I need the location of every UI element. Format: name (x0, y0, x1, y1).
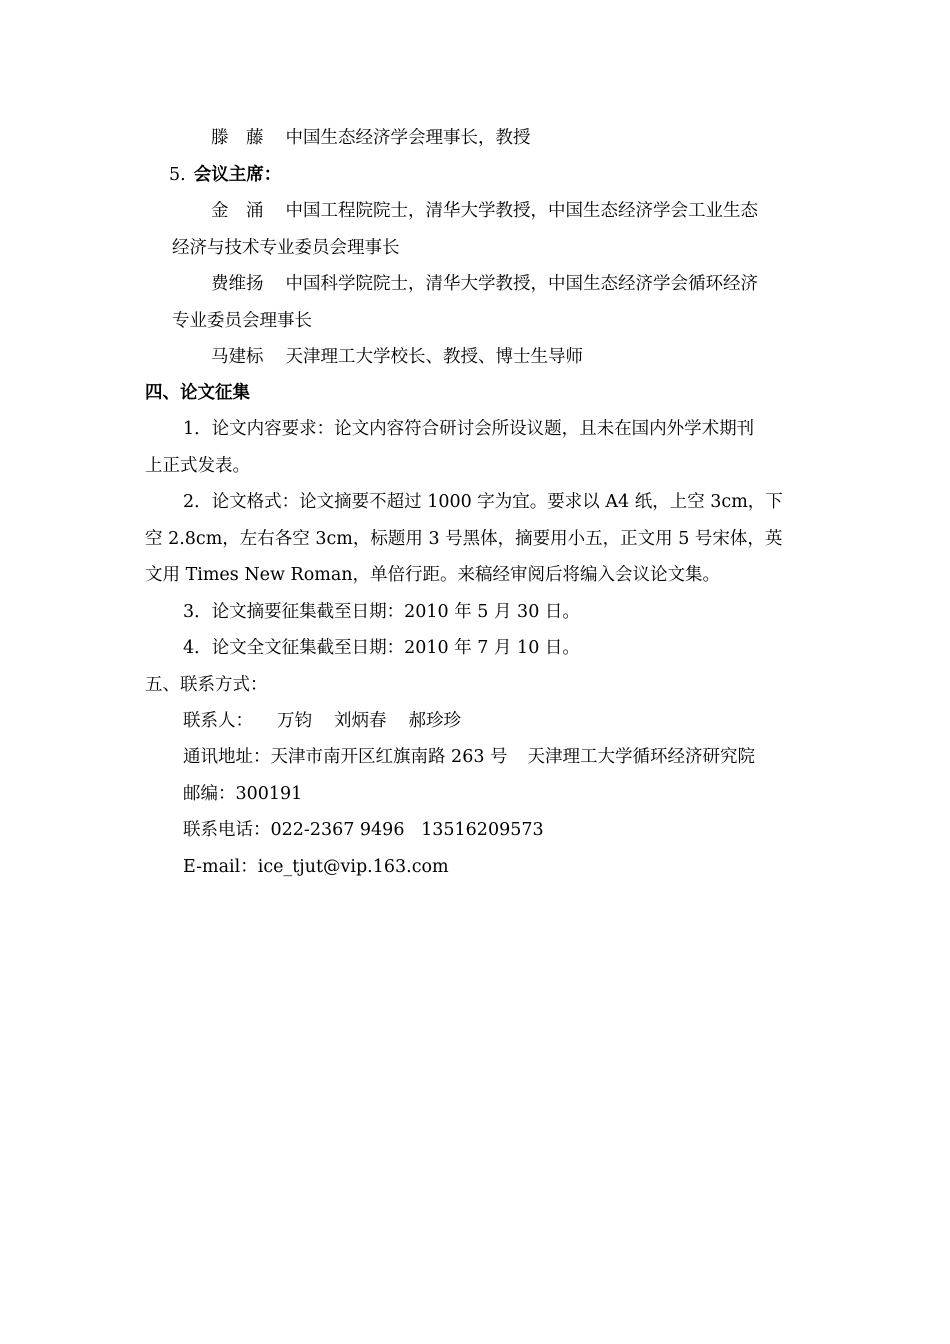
papers-item3: 3．论文摘要征集截至日期：2010 年 5 月 30 日。 (183, 602, 580, 622)
person: 万钧 (277, 711, 312, 731)
contact-phone: 联系电话：022-2367 9496 13516209573 (183, 820, 544, 840)
papers-item1-line2: 上正式发表。 (145, 456, 250, 476)
chair-fei-line1 (211, 273, 758, 295)
papers-item2-line1: 2．论文格式：论文摘要不超过 1000 字为宜。要求以 A4 纸，上空 3cm，下 (183, 492, 783, 512)
member-teng (211, 127, 531, 149)
chair-title: 天津理工大学校长、教授、博士生导师 (285, 347, 583, 367)
papers-item4: 4．论文全文征集截至日期：2010 年 7 月 10 日。 (183, 638, 580, 658)
papers-item2-line3: 文用 Times New Roman，单倍行距。来稿经审阅后将编入会议论文集。 (145, 565, 721, 585)
chair-jin-line1 (211, 200, 758, 222)
contact-persons (183, 710, 461, 732)
papers-item2-line2: 空 2.8cm，左右各空 3cm，标题用 3 号黑体，摘要用小五，正文用 5 号宋体，英 (145, 529, 783, 549)
contact-postcode: 邮编：300191 (183, 784, 303, 804)
chair-heading (169, 164, 281, 186)
papers-item1-line1: 1．论文内容要求：论文内容符合研讨会所设议题，且未在国内外学术期刊 (183, 419, 755, 439)
chair-heading-label: 会议主席： (193, 165, 282, 185)
chair-jin-line2: 经济与技术专业委员会理事长 (172, 238, 400, 258)
chair-heading-number: 5. (169, 165, 186, 185)
person: 郝珍珍 (408, 711, 461, 731)
chair-title: 中国工程院院士，清华大学教授，中国生态经济学会工业生态 (285, 201, 758, 221)
contact-heading: 五、联系方式： (145, 675, 268, 695)
chair-ma (211, 346, 583, 368)
chair-name: 费维扬 (211, 274, 264, 294)
chair-title: 中国科学院院士，清华大学教授，中国生态经济学会循环经济 (285, 274, 758, 294)
chair-name: 马建标 (211, 347, 264, 367)
contact-address (183, 746, 755, 768)
address-institute: 天津理工大学循环经济研究院 (527, 747, 756, 767)
address-label: 通讯地址： (183, 747, 271, 767)
chair-name: 金 涌 (211, 201, 264, 221)
chair-fei-line2: 专业委员会理事长 (172, 311, 312, 331)
member-title: 中国生态经济学会理事长，教授 (285, 128, 531, 148)
member-name: 滕 藤 (211, 128, 264, 148)
papers-heading: 四、论文征集 (145, 383, 250, 403)
contact-email: E-mail：ice_tjut@vip.163.com (183, 857, 449, 877)
person: 刘炳春 (334, 711, 387, 731)
persons-label: 联系人： (183, 711, 253, 731)
address-value: 天津市南开区红旗南路 263 号 (270, 747, 508, 767)
